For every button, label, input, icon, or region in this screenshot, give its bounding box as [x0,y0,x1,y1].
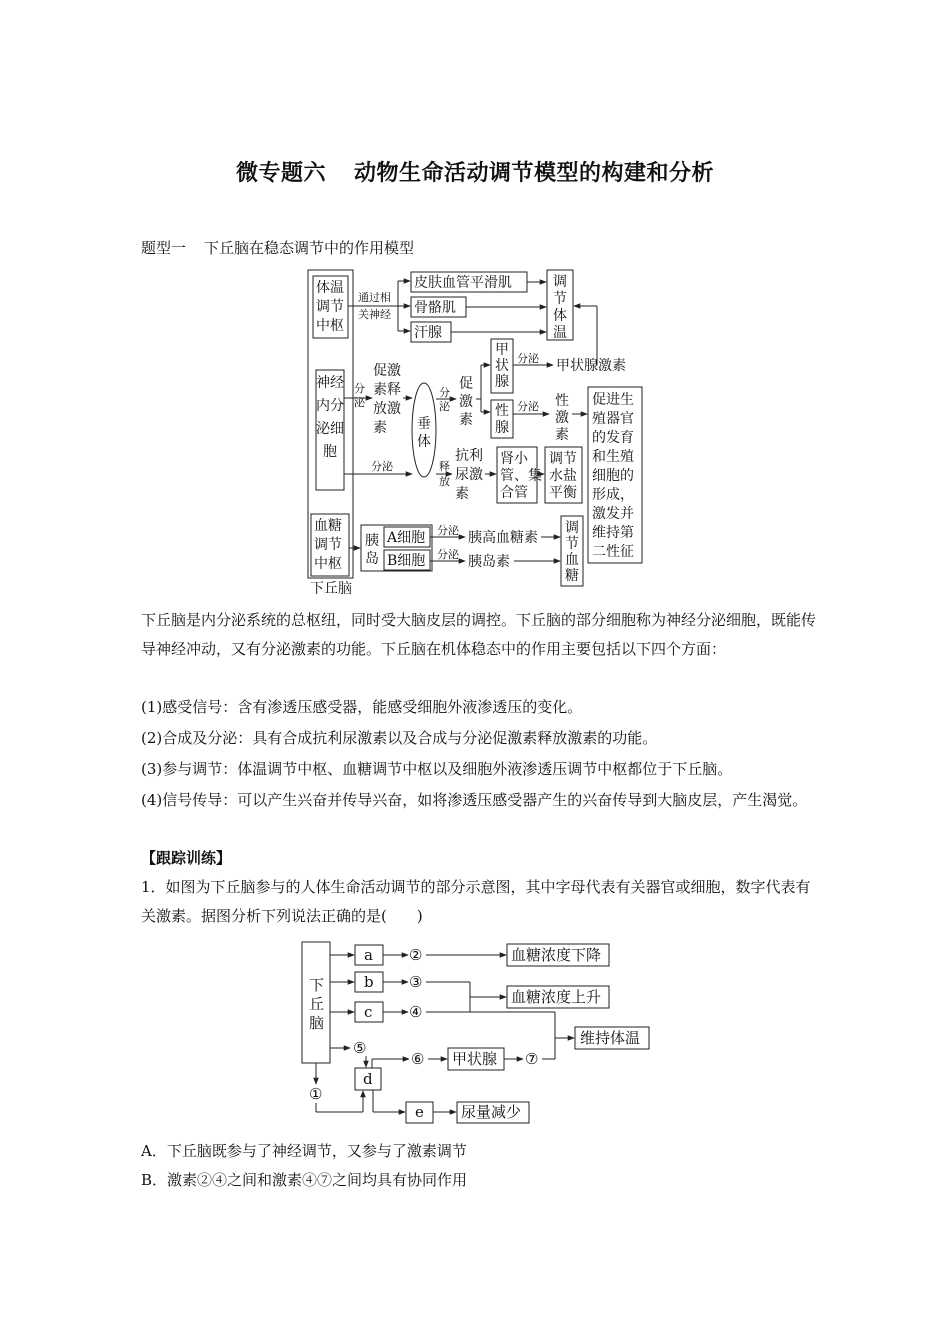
promote-7: 激发并 [592,506,634,522]
question-1: 1．如图为下丘脑参与的人体生命活动调节的部分示意图，其中字母代表有关器官或细胞，数字代表有关激素。据图分析下列说法正确的是( ) [141,878,811,925]
thyroid-1: 甲 [495,342,509,358]
secrete-v2-1: 分 [439,386,450,399]
thyroid-label-2: 甲状腺 [452,1050,498,1068]
label-d: d [363,1070,373,1088]
thermo-center-line1: 体温 [316,280,344,296]
regulate-glucose-3: 血 [565,552,579,568]
via-nerves-2: 关神经 [358,308,391,321]
skeletal-muscle-label: 骨骼肌 [414,300,456,316]
thyroid-3: 腺 [495,374,509,390]
release-1: 释 [439,460,450,473]
kidney-2: 管、集 [500,468,542,484]
neuro-cells-line4: 胞 [323,444,337,460]
neuro-cells-line2: 内分 [316,398,344,414]
urine-less-label: 尿量减少 [461,1103,522,1121]
secrete-adh: 分泌 [371,460,393,473]
glucagon-label: 胰高血糖素 [468,530,538,546]
sex-hormone-2: 激 [555,410,569,426]
num-3: ③ [409,973,423,991]
water-salt-3: 平衡 [549,485,577,501]
secrete-thyroid: 分泌 [517,352,539,365]
neuro-cells-line1: 神经 [316,375,344,391]
kidney-3: 合管 [500,485,528,501]
sweat-gland-label: 汗腺 [414,325,442,341]
releasing-hormone-4: 素 [373,420,387,436]
practice-heading: 【跟踪训练】 [141,849,232,867]
insulin-label: 胰岛素 [468,554,510,570]
adh-2: 尿激 [455,467,483,483]
releasing-hormone-1: 促激 [373,363,401,379]
hypo2-1: 下 [309,976,325,994]
neuro-cells-line3: 泌细 [316,421,344,437]
a-cell-label: A细胞 [387,530,426,546]
promote-9: 二性征 [592,544,634,560]
regulate-temp-2: 节 [553,291,567,307]
page-title: 微专题六 动物生命活动调节模型的构建和分析 [235,161,715,186]
secrete-b: 分泌 [437,548,459,561]
regulate-glucose-1: 调 [565,520,579,536]
option-a[interactable]: A．下丘脑既参与了神经调节，又参与了激素调节 [141,1142,467,1160]
promote-2: 殖器官 [592,411,634,427]
promote-4: 和生殖 [592,449,634,465]
thyroxine-label: 甲状腺激素 [556,358,626,374]
regulate-glucose-2: 节 [565,536,579,552]
num-2: ② [409,946,423,964]
num-4: ④ [409,1003,423,1021]
regulate-temp-4: 温 [553,325,567,341]
promote-1: 促进生 [592,392,634,408]
tropic-3: 素 [459,412,473,428]
kidney-1: 肾小 [500,451,528,467]
intro-paragraph: 下丘脑是内分泌系统的总枢纽，同时受大脑皮层的调控。下丘脑的部分细胞称为神经分泌细胞，既能传导神经冲动，又有分泌激素的功能。下丘脑在机体稳态中的作用主要包括以下四个方面： [141,611,817,658]
gonad-2: 腺 [495,420,509,436]
gonad-1: 性 [495,403,509,419]
water-salt-2: 水盐 [549,468,577,484]
glucose-up-label: 血糖浓度上升 [511,988,602,1006]
regulate-glucose-4: 糖 [565,568,579,584]
num-1: ① [309,1085,323,1103]
hypothalamus-label: 下丘脑 [310,581,352,597]
hypothalamus-diagram [300,262,650,600]
via-nerves-1: 通过相 [358,291,391,304]
secrete-v-2: 泌 [354,396,365,409]
secrete-v2-2: 泌 [439,400,450,413]
point-4: (4)信号传导：可以产生兴奋并传导兴奋，如将渗透压感受器产生的兴奋传导到大脑皮层，产生渴觉。 [141,791,808,809]
hypo2-2: 丘 [309,995,325,1013]
b-cell-label: B细胞 [387,553,426,569]
releasing-hormone-3: 放激 [373,401,401,417]
num-5: ⑤ [353,1039,367,1057]
label-b: b [364,973,374,991]
sex-hormone-3: 素 [555,427,569,443]
water-salt-1: 调节 [549,451,577,467]
releasing-hormone-2: 素释 [373,382,401,398]
adh-3: 素 [455,486,469,502]
section-heading: 题型一 下丘脑在稳态调节中的作用模型 [141,239,415,257]
thyroid-2: 状 [495,358,509,374]
label-c: c [364,1003,373,1021]
release-2: 放 [439,475,450,488]
label-e: e [415,1103,424,1121]
tropic-1: 促 [459,376,473,392]
pituitary-1: 垂 [417,416,431,432]
option-b[interactable]: B．激素②④之间和激素④⑦之间均具有协同作用 [141,1171,468,1189]
regulate-temp-1: 调 [553,274,567,290]
point-3: (3)参与调节：体温调节中枢、血糖调节中枢以及细胞外液渗透压调节中枢都位于下丘脑。 [141,760,733,778]
maintain-temp-label: 维持体温 [580,1029,641,1047]
secrete-gonad: 分泌 [517,400,539,413]
hypo2-3: 脑 [309,1014,325,1032]
question-diagram [295,935,660,1130]
num-6: ⑥ [411,1050,425,1068]
islet-1: 胰 [365,533,379,549]
glucose-down-label: 血糖浓度下降 [511,946,602,964]
promote-5: 细胞的 [592,468,634,484]
skin-muscle-label: 皮肤血管平滑肌 [414,275,512,291]
pituitary-2: 体 [417,434,431,450]
islet-2: 岛 [365,551,379,567]
tropic-2: 激 [459,394,473,410]
secrete-v-1: 分 [354,382,365,395]
glucose-center-line3: 中枢 [314,556,342,572]
sex-hormone-1: 性 [555,393,569,409]
promote-6: 形成， [592,487,634,503]
num-7: ⑦ [525,1050,539,1068]
promote-8: 维持第 [592,525,634,541]
label-a: a [364,946,373,964]
point-1: (1)感受信号：含有渗透压感受器，能感受细胞外液渗透压的变化。 [141,698,583,716]
thermo-center-line2: 调节 [316,299,344,315]
thermo-center-line3: 中枢 [316,318,344,334]
glucose-center-line1: 血糖 [314,518,342,534]
promote-3: 的发育 [592,430,634,446]
point-2: (2)合成及分泌：具有合成抗利尿激素以及合成与分泌促激素释放激素的功能。 [141,729,658,747]
secrete-a: 分泌 [437,524,459,537]
glucose-center-line2: 调节 [314,537,342,553]
adh-1: 抗利 [455,448,483,464]
regulate-temp-3: 体 [553,308,567,324]
